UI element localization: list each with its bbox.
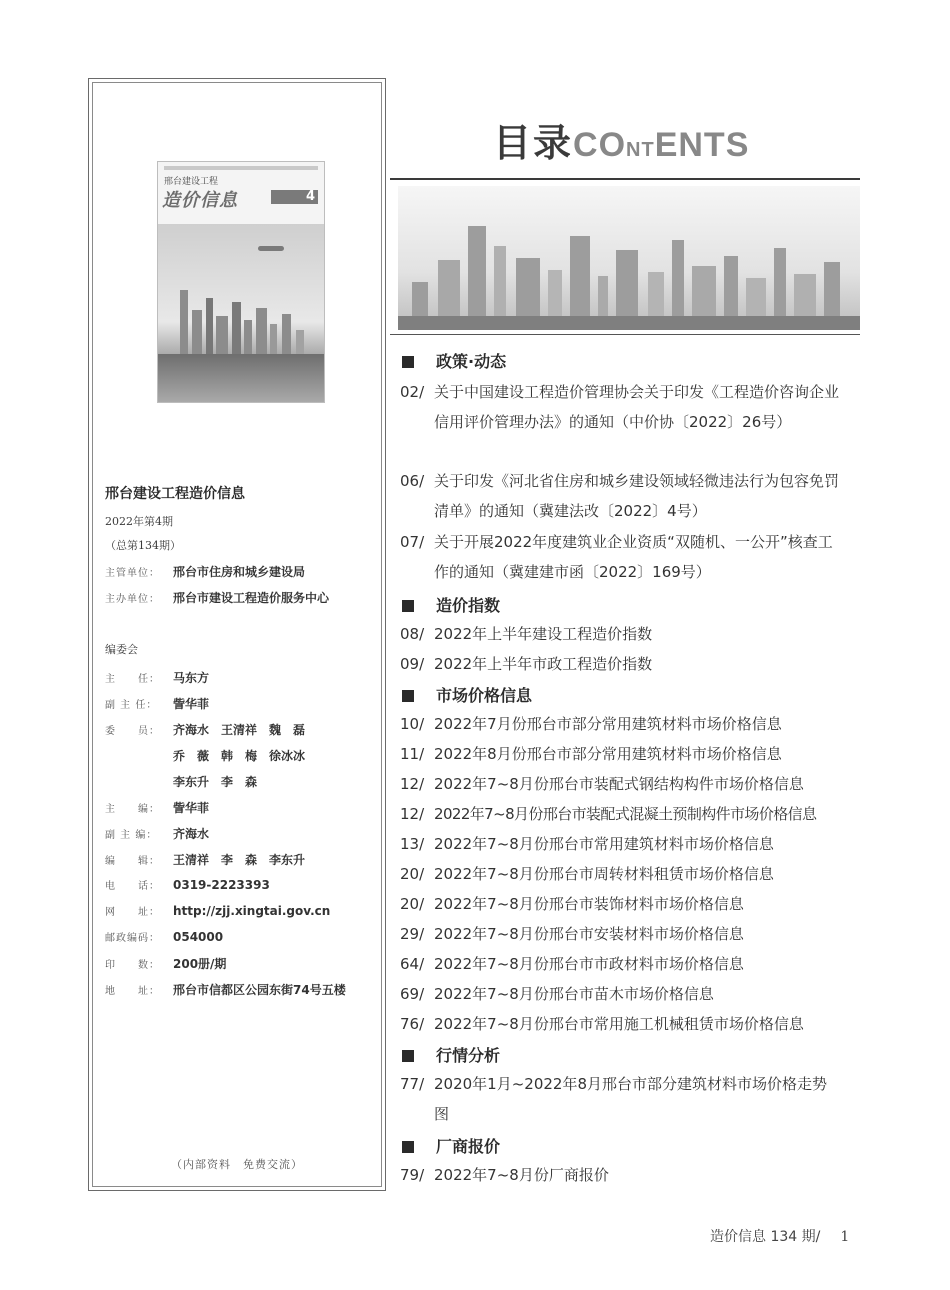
masthead-panel [88, 78, 386, 1191]
members-value: 齐海水 王清祥 魏 磊 [173, 723, 306, 737]
toc-entry-text: 2020年1月~2022年8月邢台市部分建筑材料市场价格走势图 [434, 1075, 828, 1123]
toc-page-number: 69/ [400, 985, 425, 1003]
print-run-row [105, 955, 226, 972]
toc-entry-text: 2022年7~8月份邢台市常用施工机械租赁市场价格信息 [434, 1015, 804, 1033]
supervisor-row [105, 563, 305, 580]
members-label: 委 员： [105, 726, 160, 737]
toc-entry[interactable] [400, 377, 840, 437]
chief-editor-label: 主 编： [105, 804, 160, 815]
section-title: 政策·动态 [436, 352, 507, 371]
toc-page-number: 10/ [400, 715, 425, 733]
toc-entry-text: 2022年7月份邢台市部分常用建筑材料市场价格信息 [434, 715, 782, 733]
toc-page-number: 13/ [400, 835, 425, 853]
section-market-analysis [402, 1043, 500, 1066]
toc-entry-text: 2022年7~8月份邢台市周转材料租赁市场价格信息 [434, 865, 774, 883]
toc-entry[interactable] [400, 829, 840, 859]
deputy-editor-value: 齐海水 [173, 827, 210, 841]
toc-entry[interactable] [400, 1009, 840, 1039]
toc-entry-text: 2022年8月份邢台市部分常用建筑材料市场价格信息 [434, 745, 782, 763]
members-row [105, 721, 305, 738]
toc-entry[interactable] [400, 889, 840, 919]
section-market-price [402, 683, 532, 706]
toc-entry-text: 2022年7~8月份邢台市装饰材料市场价格信息 [434, 895, 744, 913]
postcode-label: 邮政编码： [105, 933, 160, 944]
toc-page-number: 12/ [400, 805, 425, 823]
toc-entry[interactable] [400, 527, 840, 587]
cover-city-photo [158, 224, 324, 402]
toc-entry[interactable] [400, 859, 840, 889]
square-bullet-icon [402, 1141, 414, 1153]
members-line-2: 乔 薇 韩 梅 徐冰冰 [173, 749, 306, 763]
plane-icon [258, 246, 284, 251]
postcode-row [105, 929, 223, 944]
toc-page-number: 76/ [400, 1015, 425, 1033]
editors-row [105, 851, 305, 868]
supervisor-value: 邢台市住房和城乡建设局 [173, 565, 306, 579]
banner-ground [398, 316, 860, 330]
section-policy [402, 349, 506, 372]
internal-note: （内部资料 免费交流） [171, 1158, 303, 1171]
toc-entry-text: 2022年7~8月份厂商报价 [434, 1166, 609, 1184]
deputy-editor-row [105, 825, 209, 842]
section-title: 市场价格信息 [436, 686, 533, 705]
toc-entry[interactable] [400, 949, 840, 979]
deputy-editor-label: 副 主 编： [105, 830, 158, 841]
toc-entry[interactable] [400, 979, 840, 1009]
toc-entry-text: 2022年上半年建设工程造价指数 [434, 625, 653, 643]
toc-entry-text: 2022年7~8月份邢台市苗木市场价格信息 [434, 985, 714, 1003]
total-issue: （总第134期） [105, 539, 181, 552]
toc-entry-text: 2022年7~8月份邢台市安装材料市场价格信息 [434, 925, 744, 943]
toc-page-number: 02/ [400, 383, 425, 401]
toc-page-number: 12/ [400, 775, 425, 793]
toc-entry-text: 2022年7~8月份邢台市常用建筑材料市场价格信息 [434, 835, 774, 853]
toc-entry[interactable] [400, 919, 840, 949]
toc-page-number: 64/ [400, 955, 425, 973]
toc-entry[interactable] [400, 619, 840, 649]
cover-title: 造价信息 [162, 190, 238, 211]
toc-entry-text: 2022年7~8月份邢台市装配式钢结构构件市场价格信息 [434, 775, 804, 793]
section-title: 厂商报价 [436, 1137, 501, 1156]
toc-entry[interactable] [400, 649, 840, 679]
section-title: 行情分析 [436, 1046, 501, 1065]
toc-entry[interactable] [400, 1069, 840, 1129]
toc-entry[interactable] [400, 709, 840, 739]
section-title: 造价指数 [436, 596, 501, 615]
toc-title [493, 112, 749, 167]
director-value: 马东方 [173, 671, 210, 685]
toc-entry-text: 关于开展2022年度建筑业企业资质“双随机、一公开”核查工作的通知（冀建建市函〔2022〕169号） [434, 533, 833, 581]
website-value: http://zjj.xingtai.gov.cn [173, 904, 331, 918]
cover-subtitle: 邢台建设工程 [164, 177, 219, 187]
deputy-director-row [105, 695, 209, 712]
chief-editor-row [105, 799, 209, 816]
footer-page-number: 1 [840, 1229, 850, 1245]
divider-top [390, 178, 860, 180]
toc-page-number: 08/ [400, 625, 425, 643]
director-row [105, 669, 209, 686]
chief-editor-value: 訾华菲 [173, 801, 210, 815]
skyline-banner [398, 186, 860, 330]
editors-label: 编 辑： [105, 856, 160, 867]
cover-issue-mark: 4 [271, 190, 318, 204]
website-label: 网 址： [105, 907, 160, 918]
address-label: 地 址： [105, 986, 160, 997]
page-footer [710, 1226, 849, 1246]
issue-number: 2022年第4期 [105, 515, 173, 528]
toc-entry-text: 2022年7~8月份邢台市市政材料市场价格信息 [434, 955, 744, 973]
phone-value: 0319-2223393 [173, 878, 270, 892]
toc-entry[interactable] [400, 1160, 840, 1190]
editors-value: 王清祥 李 森 李东升 [173, 853, 306, 867]
address-row [105, 981, 346, 998]
square-bullet-icon [402, 690, 414, 702]
phone-row [105, 877, 270, 892]
toc-page-number: 20/ [400, 895, 425, 913]
toc-page-number: 11/ [400, 745, 425, 763]
toc-page-number: 77/ [400, 1075, 425, 1093]
toc-entry[interactable] [400, 466, 840, 526]
footer-label: 造价信息 134 期/ [710, 1229, 821, 1245]
sponsor-label: 主办单位： [105, 594, 160, 605]
phone-label: 电 话： [105, 881, 160, 892]
website-row [105, 903, 330, 918]
toc-page-number: 20/ [400, 865, 425, 883]
toc-entry-text: 2022年7~8月份邢台市装配式混凝土预制构件市场价格信息 [434, 805, 817, 823]
cover-shoreline [158, 354, 324, 402]
postcode-value: 054000 [173, 930, 224, 944]
square-bullet-icon [402, 600, 414, 612]
toc-page-number: 06/ [400, 472, 425, 490]
print-run-label: 印 数： [105, 960, 160, 971]
address-value: 邢台市信都区公园东街74号五楼 [173, 983, 346, 997]
sponsor-value: 邢台市建设工程造价服务中心 [173, 591, 330, 605]
toc-title-en: CONTENTS [573, 126, 750, 164]
section-vendor-quotes [402, 1134, 500, 1157]
toc-page-number: 79/ [400, 1166, 425, 1184]
toc-entry-text: 2022年上半年市政工程造价指数 [434, 655, 653, 673]
deputy-director-label: 副 主 任： [105, 700, 158, 711]
toc-entry-text: 关于印发《河北省住房和城乡建设领域轻微违法行为包容免罚清单》的通知（冀建法改〔2022〕4号） [434, 472, 840, 520]
divider-mid [390, 334, 860, 335]
toc-page-number: 07/ [400, 533, 425, 551]
toc-entry[interactable] [400, 799, 840, 829]
publication-name: 邢台建设工程造价信息 [105, 486, 245, 502]
toc-entry[interactable] [400, 769, 840, 799]
print-run-value: 200册/期 [173, 957, 227, 971]
supervisor-label: 主管单位： [105, 568, 160, 579]
toc-entry[interactable] [400, 739, 840, 769]
square-bullet-icon [402, 1050, 414, 1062]
director-label: 主 任： [105, 674, 160, 685]
square-bullet-icon [402, 356, 414, 368]
members-line-3: 李东升 李 森 [173, 775, 258, 789]
committee-heading: 编委会 [105, 643, 138, 656]
toc-entry-text: 关于中国建设工程造价管理协会关于印发《工程造价咨询企业信用评价管理办法》的通知（中价协〔2022〕26号） [434, 383, 840, 431]
cover-thumbnail [157, 161, 325, 403]
cover-top-bar [164, 166, 318, 170]
toc-page-number: 29/ [400, 925, 425, 943]
deputy-director-value: 訾华菲 [173, 697, 210, 711]
toc-page-number: 09/ [400, 655, 425, 673]
sponsor-row [105, 589, 329, 606]
toc-title-zh: 目录 [493, 120, 574, 165]
section-cost-index [402, 593, 500, 616]
